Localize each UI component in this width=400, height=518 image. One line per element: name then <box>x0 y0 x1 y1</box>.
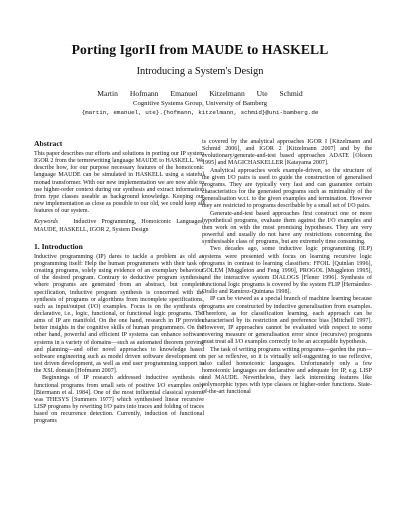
left-column <box>34 139 204 425</box>
intro-paragraph: Inductive programming (IP) dares to tackle a problem as old as programming itself: Help the human programmers with their task of creating programs, solely using evidence of an exemplary behaviour of the desired program. Contrary to deductive program synthesis, where programs are generated from an abstract, but complete specification, inductive program synthesis is concerned with the synthesis of programs or algorithms from incomplete specifications, such as input/output (I/O) examples. Focus is on the synthesis of declarative, i.e., logic, functional, or functional logic programs. The aims of IP are manifold. On the one hand, research in IP provides better insights in the cognitive skills of human programmers. On the other hand, powerful and efficient IP systems can enhance software systems in a variety of domains—such as automated theorem proving and planning—and offer novel approaches to knowledge based software engineering such as model driven software development or test driven development, as well as end user programming support in the XSL domain [Hofmann 2007]. <box>34 253 204 375</box>
abstract-heading: Abstract <box>34 139 63 148</box>
paper-affiliation: Cognitive Systems Group, University of Bamberg <box>133 99 267 107</box>
intro-paragraph: Beginnings of IP research addressed inductive synthesis of functional programs from small sets of positive I/O examples only [Biermann et al. 1984]. One of the most influential classical systems was THESYS [Summers 1977] which synthesised linear recursive LISP programs by rewriting I/O pairs into traces and folding of traces based on recurrence detection. Currently, induction of functional programs <box>34 375 204 425</box>
paper-title: Porting IgorII from MAUDE to HASKELL <box>71 42 329 57</box>
intro-paragraph: IP can be viewed as a special branch of machine learning because programs are constructed by inductive generalisation from examples. Therefore, as for classification learning, each approach can be characterised by its restriction and preference bias [Mitchell 1997]. However, IP approaches cannot be evaluated with respect to some covering measure or generalisation error since (recursive) programs must treat all I/O examples correctly to be an acceptable hypothesis. <box>202 296 372 346</box>
keywords-label: Keywords <box>34 219 58 226</box>
paper-subtitle: Introducing a System's Design <box>136 66 264 77</box>
intro-paragraph: Generate-and-test based approaches first construct one or more hypothetical programs, evaluate them against the I/O examples and then work on with the most promising hypotheses. They are very powerful and usually do not have any restrictions concerning the synthesisable class of programs, but are extremely time consuming. <box>202 210 372 246</box>
paper-emails: {martin, emanuel, ute}.{hofmann, kitzelmann, schmid}@uni-bamberg.de <box>81 108 319 116</box>
intro-paragraph: The task of writing programs writing programs—garden the pun—is per se reflexive, so it is virtually self-suggesting to use reflexive, also called homoiconic languages. Unfortunately only a few homoiconic languages are declarative and adequate for IP, e.g. LISP and MAUDE. Nevertheless, they lack interesting features like polymorphic types with type classes or higher-order functions. State-of-the-art functional <box>202 346 372 396</box>
intro-paragraph: Two decades ago, some inductive logic programming (ILP) systems were presented with focus on learning recursive logic programs in contrast to learning classifiers: FFOIL [Quinlan 1996], GOLEM [Muggleton and Feng 1990], PROGOL [Muggleton 1995], and the interactive system DIALOGS [Flener 1996]. Synthesis of functional logic programs is covered by the system FLIP [Hernández-Orallo and Ramírez-Quintana 1998]. <box>202 246 372 296</box>
introduction-heading: 1. Introduction <box>34 241 83 251</box>
intro-paragraph: Analytical approaches work example-driven, so the structure of the given I/O pairs is used to guide the construction of generalised programs. They are typically very fast and can guarantee certain characteristics for the generated programs such as minimality of the generalisation w.r.t. to the given examples and termination. However they are restricted to programs describable by a small set of I/O pairs. <box>202 167 372 210</box>
paper-authors: Martin Hofmann Emanuel Kitzelmann Ute Schmid <box>97 89 303 98</box>
abstract-text: This paper describes our efforts and solutions in porting our IP system IGOR 2 from the termrewriting language MAUDE to HASKELL. We describe how, for our purpose necessary features of the homoiconic language MAUDE can be simulated in HASKELL using a stateful monad transformer. With our new implementation we are now able to use higher-order context during our synthesis and extract information from type classes useable as background knowledge. Keeping our new implementation as close as possible to our old, we could keep all features of our system. <box>34 151 204 215</box>
keywords-text: Inductive Programming, Homoiconic Languages, MAUDE, HASKELL, IGOR 2, System Design <box>34 219 204 233</box>
right-column <box>202 139 372 397</box>
intro-paragraph: is covered by the analytical approaches IGOR I [Kitzelmann and Schmid 2006], and IGOR 2 [Kitzelmann 2007] and by the evolutionary/generate-and-test based approaches ADATE [Olsson 1995] and MAGICHASKELLER [Katayama 2007]. <box>202 139 372 167</box>
keywords-line <box>34 219 204 233</box>
